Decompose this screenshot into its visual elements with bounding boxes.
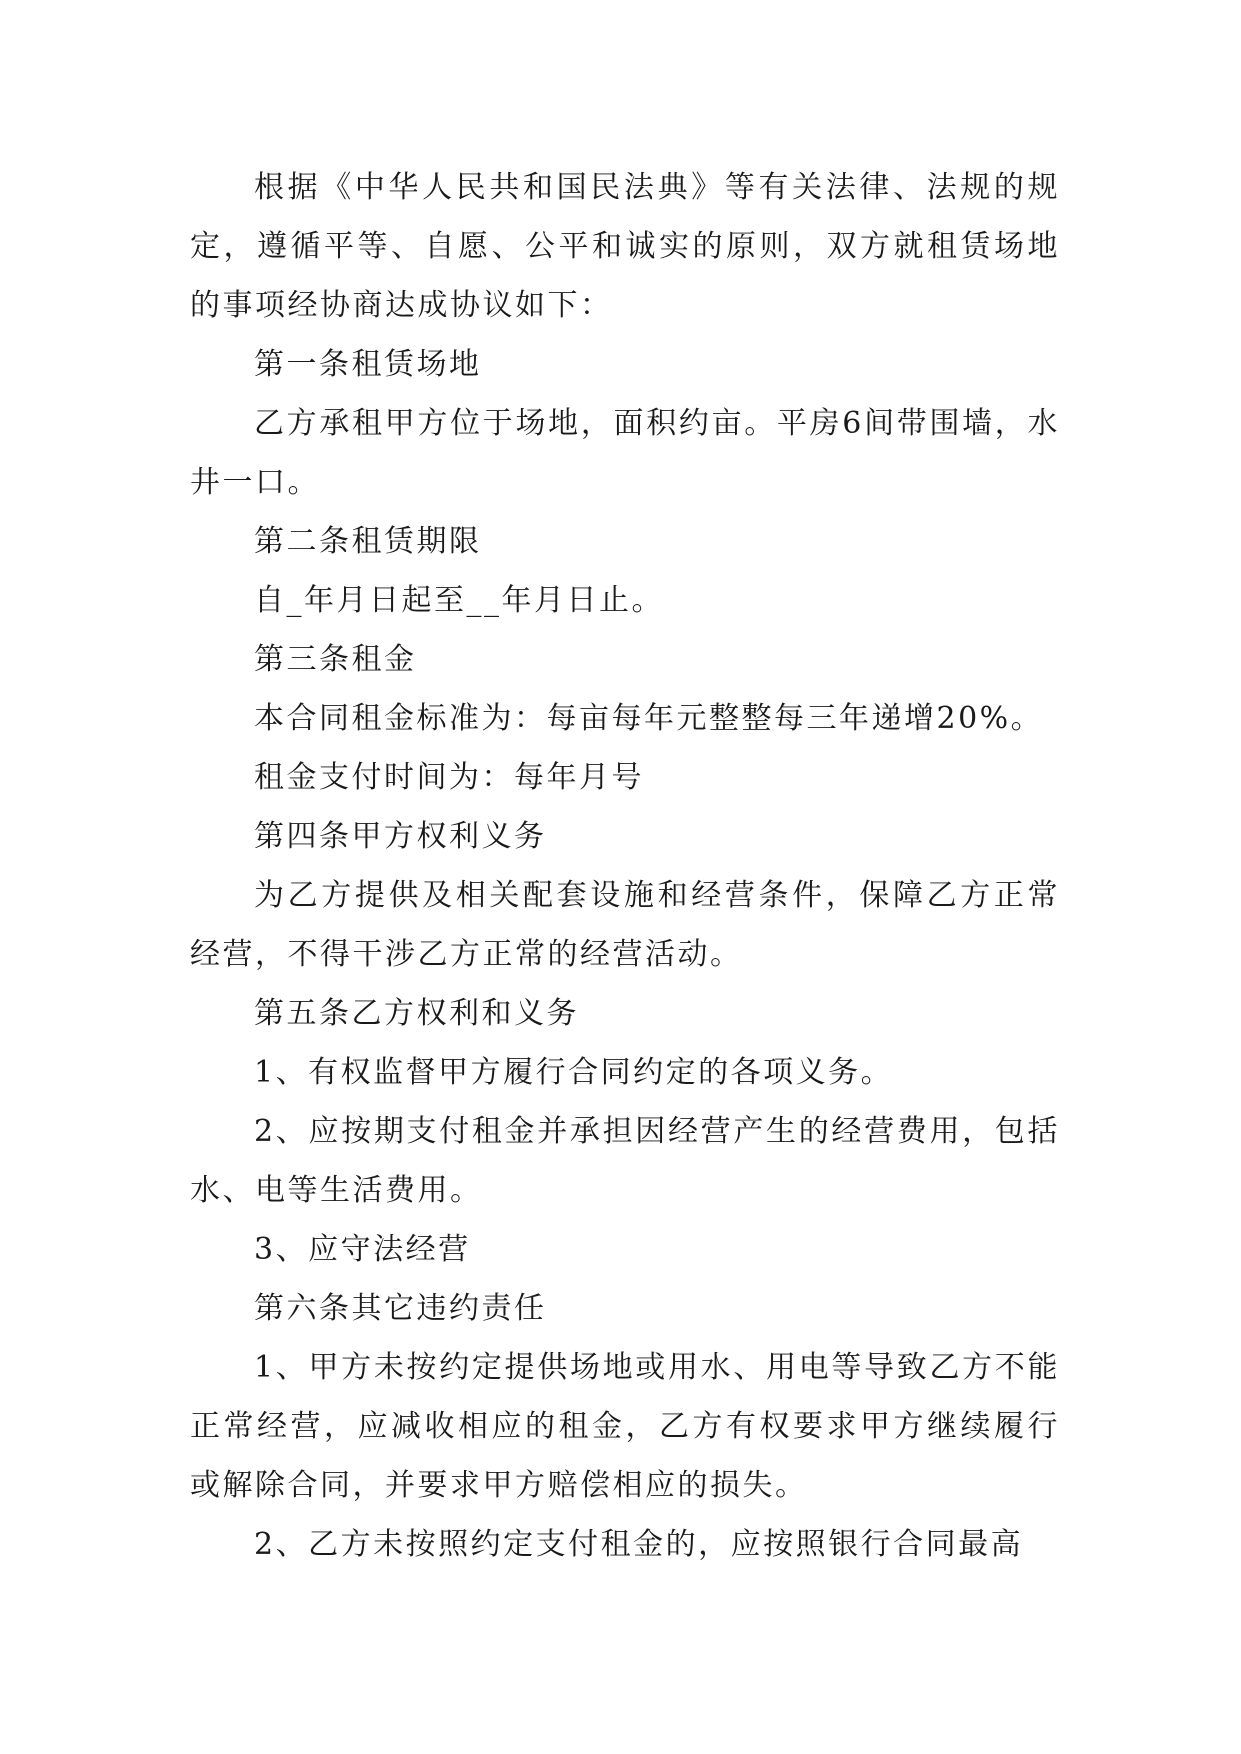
heading-article-1: 第一条租赁场地: [254, 347, 482, 382]
paragraph-article-1-body: 乙方承租甲方位于场地，面积约亩。平房6间带围墙，水井一口。: [190, 406, 1060, 500]
paragraph-article-6-item-2: 2、乙方未按照约定支付租金的，应按照银行合同最高: [254, 1527, 1024, 1562]
paragraph-article-5-item-1: 1、有权监督甲方履行合同约定的各项义务。: [254, 1055, 894, 1090]
paragraph-rent-standard: 本合同租金标准为：每亩每年元整整每三年递增20%。: [254, 701, 1044, 736]
paragraph-preamble: 根据《中华人民共和国民法典》等有关法律、法规的规定，遵循平等、自愿、公平和诚实的原则，双方就租赁场地的事项经协商达成协议如下：: [190, 170, 1060, 323]
paragraph-article-6-item-1: 1、甲方未按约定提供场地或用水、用电等导致乙方不能正常经营，应减收相应的租金，乙方有权要求甲方继续履行或解除合同，并要求甲方赔偿相应的损失。: [190, 1350, 1060, 1503]
paragraph-rent-payment-time: 租金支付时间为：每年月号: [254, 760, 644, 795]
paragraph-article-4-body: 为乙方提供及相关配套设施和经营条件，保障乙方正常经营，不得干涉乙方正常的经营活动。: [190, 878, 1060, 972]
paragraph-article-5-item-3: 3、应守法经营: [254, 1232, 471, 1267]
paragraph-article-5-item-2: 2、应按期支付租金并承担因经营产生的经营费用，包括水、电等生活费用。: [190, 1114, 1060, 1208]
heading-article-2: 第二条租赁期限: [254, 524, 482, 559]
heading-article-5: 第五条乙方权利和义务: [254, 996, 579, 1031]
paragraph-article-2-body: 自_年月日起至__年月日止。: [254, 583, 664, 618]
heading-article-3: 第三条租金: [254, 642, 417, 677]
heading-article-6: 第六条其它违约责任: [254, 1291, 547, 1326]
document-body: [190, 158, 1060, 1574]
heading-article-4: 第四条甲方权利义务: [254, 819, 547, 854]
